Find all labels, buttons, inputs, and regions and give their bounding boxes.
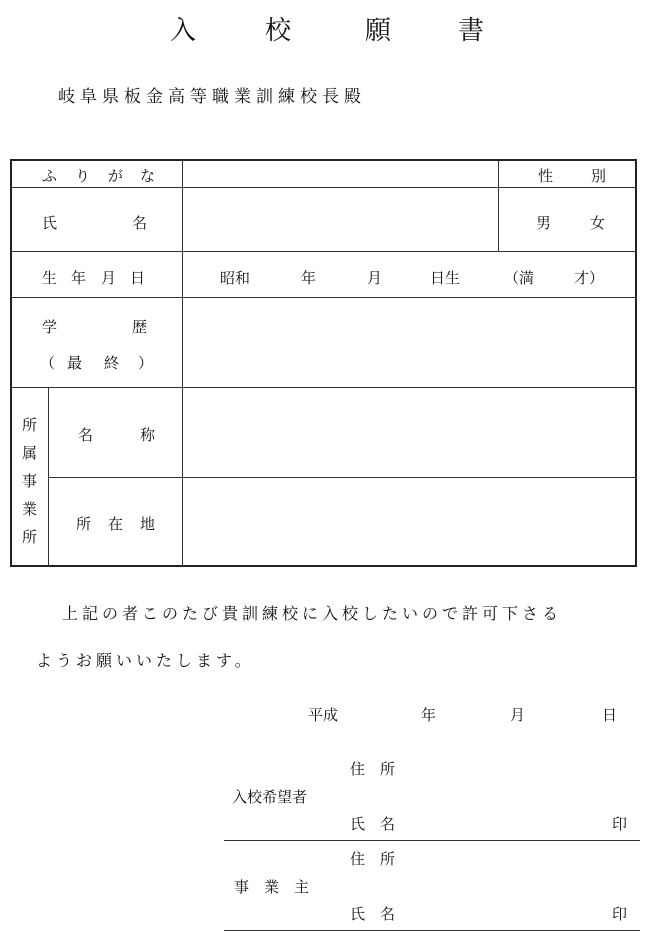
gender-label-char: 性: [538, 167, 554, 185]
furigana-field[interactable]: [184, 163, 496, 185]
birth-year-label: 年: [301, 269, 317, 287]
affiliation-label-char: 事: [22, 472, 38, 490]
birth-day-label: 日生: [430, 269, 461, 287]
applicant-role-label: 入校希望者: [232, 788, 308, 806]
gender-female[interactable]: 女: [590, 214, 606, 232]
employer-name-label: 氏 名: [350, 905, 396, 923]
education-sub-char: （: [40, 354, 56, 372]
employer-address-label: 住 所: [350, 850, 396, 868]
date-year-label: 年: [421, 706, 437, 724]
addressee: 岐阜県板金高等職業訓練校長殿: [58, 87, 366, 107]
title-char: 校: [265, 16, 294, 46]
furigana-label-char: が: [108, 167, 124, 185]
education-sub-char: ）: [138, 354, 154, 372]
education-sub-char: 最: [67, 354, 83, 372]
affiliation-address-field[interactable]: [184, 479, 633, 565]
name-label-char: 氏: [42, 214, 58, 232]
title-char: 入: [170, 16, 199, 46]
statement-line-1: 上記の者このたび貴訓練校に入校したいので許可下さる: [62, 604, 563, 623]
aff-name-label-char: 称: [140, 426, 156, 444]
education-label-char: 歴: [132, 318, 148, 336]
furigana-label-char: り: [75, 167, 91, 185]
birth-label-char: 生: [42, 269, 58, 287]
aff-address-label-char: 地: [140, 515, 156, 533]
birth-era: 昭和: [220, 269, 251, 287]
age-open-label: （満: [504, 269, 535, 287]
education-sub-char: 終: [104, 354, 120, 372]
title-char: 書: [458, 16, 487, 46]
gender-label-char: 別: [591, 167, 607, 185]
affiliation-label-char: 業: [22, 500, 38, 518]
name-label-char: 名: [132, 214, 148, 232]
education-label-char: 学: [42, 318, 58, 336]
birth-label-char: 年: [71, 269, 87, 287]
gender-male[interactable]: 男: [536, 214, 552, 232]
birth-label-char: 日: [130, 269, 146, 287]
date-day-label: 日: [602, 706, 618, 724]
statement-line-2: ようお願いいたします。: [36, 651, 255, 670]
aff-address-label-char: 在: [108, 515, 124, 533]
furigana-label-char: な: [140, 167, 156, 185]
signature-divider: [224, 840, 640, 841]
date-month-label: 月: [510, 706, 526, 724]
employer-seal-mark: 印: [612, 905, 628, 923]
birth-label-char: 月: [101, 269, 117, 287]
applicant-address-label: 住 所: [350, 760, 396, 778]
title-char: 願: [365, 16, 394, 46]
date-era: 平成: [308, 706, 339, 724]
affiliation-label-char: 所: [22, 528, 38, 546]
applicant-name-label: 氏 名: [350, 815, 396, 833]
application-form: [10, 159, 637, 567]
signature-bottom-line: [224, 930, 640, 931]
name-field[interactable]: [184, 189, 496, 249]
affiliation-name-field[interactable]: [184, 389, 633, 475]
aff-address-label-char: 所: [76, 515, 92, 533]
affiliation-label-char: 属: [22, 444, 38, 462]
furigana-label-char: ふ: [42, 167, 58, 185]
age-close-label: 才）: [574, 269, 605, 287]
affiliation-label-char: 所: [22, 416, 38, 434]
education-field[interactable]: [184, 299, 633, 385]
birth-month-label: 月: [367, 269, 383, 287]
applicant-seal-mark: 印: [612, 815, 628, 833]
employer-role-label: 事 業 主: [234, 878, 310, 896]
aff-name-label-char: 名: [78, 426, 94, 444]
